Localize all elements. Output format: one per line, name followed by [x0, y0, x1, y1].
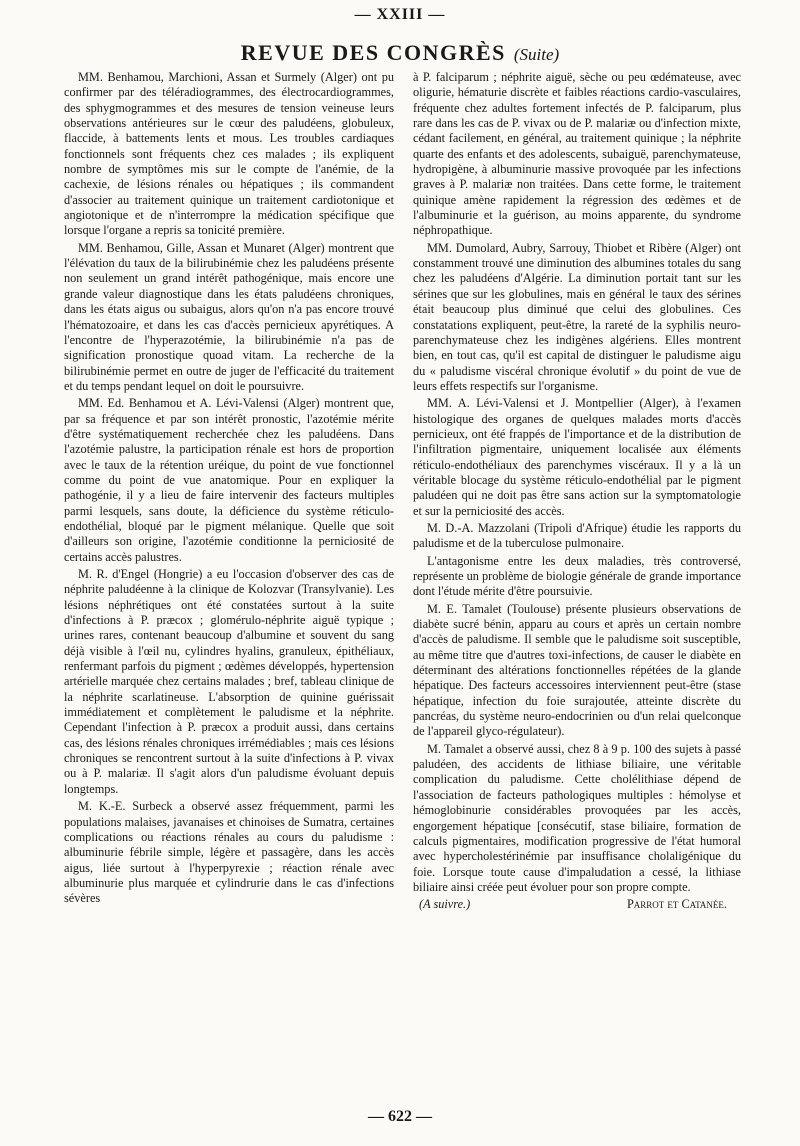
section-title: REVUE DES CONGRÈS — [240, 40, 506, 65]
to-be-continued-note: (A suivre.) — [419, 897, 471, 912]
left-text-column — [64, 70, 394, 1080]
paragraph-mazzolani: M. D.-A. Mazzolani (Tripoli d'Afrique) étudie les rapports du paludisme et de la tuberculose pulmonaire. — [413, 520, 741, 551]
paragraph-bilirubinemia: MM. Benhamou, Gille, Assan et Munaret (Alger) montrent que l'élévation du taux de la bilirubinémie chez les paludéens présente non seulement un grand intérêt pathogénique, mais encore une grande valeur diagnostique dans les états paludéens chroniques, dans les états aigus ou subaigus, alors qu'on n'a pas encore trouvé l'hématozoaire, et dans les cas d'accès pernicieux apyrétiques. A l'encontre de l'hyperazotémie, la bilirubinémie n'a pas de signification pronostique quoad vitam. La recherche de la bilirubinémie permet en outre de juger de l'efficacité du traitement et du temps pendant lequel on doit le poursuivre. — [64, 240, 394, 393]
right-text-column — [413, 70, 741, 1080]
paragraph-benhamou-heart: MM. Benhamou, Marchioni, Assan et Surmely (Alger) ont pu confirmer par des téléradiogrammes, des électrocardiogrammes, des sphygmogrammes et des mesures de tension veineuse leurs observations antérieures sur le cœur des paludéens, globuleux, flaccide, à battements lents et mous. Les troubles cardiaques fonctionnels sont fréquents chez ces malades ; ils expliquent nombre de symptômes mis sur le compte de l'anémie, de la cachexie, de lésions rénales ou hépatiques ; ils commandent d'associer au traitement quinique un traitement cardiotonique et angiotonique et de n'interrompre la médication spécifique que lorsque l'organe a repris sa tonicité première. — [64, 70, 394, 238]
section-heading — [0, 40, 800, 66]
paragraph-surbeck: M. K.-E. Surbeck a observé assez fréquemment, parmi les populations malaises, javanaises et chinoises de Sumatra, certaines complications ou réactions rénales au cours du paludisme : albuminurie fébrile simple, légère et passagère, dans les accès aigus, liée surtout à l'hyperpyrexie ; réaction rénale avec albuminurie plus marquée et cylindrurie dans le cas d'infections sévères — [64, 799, 394, 906]
paragraph-tamalet-lithiasis: M. Tamalet a observé aussi, chez 8 à 9 p. 100 des sujets à passé paludéen, des accidents de lithiase biliaire, une véritable complication du paludisme. Cette cholélithiase dépend de l'association de facteurs pathologiques multiples : hémolyse et hémoglobinurie considérables provoquées par les accès, engorgement hépatique [consécutif, stase biliaire, formation de calculs pigmentaires, modification progressive de l'état humoral avec hypercholestérinémie par insuffisance cholaligénique du foie. Lorsque toute cause d'impaludation a cessé, la lithiase biliaire ainsi créée peut évoluer pour son propre compte. — [413, 741, 741, 894]
paragraph-tamalet-diabetes: M. E. Tamalet (Toulouse) présente plusieurs observations de diabète sucré bénin, apparu au cours et après un certain nombre d'accès de paludisme. Il semble que le paludisme soit susceptible, au même titre que d'autres toxi-infections, de causer le diabète en déterminant des altérations fonctionnelles répétées de la glande hépatique. Des facteurs accessoires interviennent peut-être (stase hépatique, infection du foie surajoutée, atteinte discrète du pancréas, du système neuro-endocrinien ou d'un relai quelconque de l'appareil glyco-régulateur). — [413, 601, 741, 739]
paragraph-azotemia: MM. Ed. Benhamou et A. Lévi-Valensi (Alger) montrent que, par sa fréquence et par son intérêt pronostic, l'azotémie mérite d'être systématiquement recherchée chez les paludéens. Dans l'azotémie palustre, la participation rénale est hors de proportion avec le taux de la rétention uréique, du point de vue fonctionnel comme du point de vue anatomique. Pour en expliquer la pathogénie, il y a lieu de faire intervenir des facteurs multiples parmi lesquels, sans doute, la déficience du système réticulo-endothélial, bloqué par le pigment mélanique. Quelle que soit d'ailleurs son origine, l'azotémie conditionne la perniciosité de certains accès palustres. — [64, 396, 394, 564]
section-title-suffix: (Suite) — [513, 45, 560, 64]
paragraph-surbeck-continued: à P. falciparum ; néphrite aiguë, sèche ou peu œdémateuse, avec oligurie, hématurie discrète et faibles réactions cardio-vasculaires, fréquente chez adultes fortement infectés de P. falciparum, plus rare dans les cas de P. vivax ou de P. malariæ ou d'infection mixte, cédant facilement, en général, au traitement quinique ; la néphrite quarte des enfants et des adolescents, subaiguë, parenchymateuse, hydropigène, à albuminurie massive provoquée par les infections graves à P. malariæ non traitées. Dans cette forme, le traitement quinique amène rapidement la régression des œdèmes et de l'albuminurie et la guérison, au moins apparente, du syndrome néphropathique. — [413, 70, 741, 238]
paragraph-dumolard-albumins: MM. Dumolard, Aubry, Sarrouy, Thiobet et Ribère (Alger) ont constamment trouvé une diminution des albumines totales du sang chez les paludéens d'Algérie. La diminution portait tant sur les sérines que sur les globulines, mais en général le taux des sérines était beaucoup plus diminué que celui des globulines. Ces constatations expliquent, peut-être, la rareté de la syphilis neuro-parenchymateuse chez les indigènes algériens. Elles montrent bien, en tout cas, qu'il est capital de distinguer le paludisme aigu du « paludisme viscéral chronique évolutif » du point de vue de leurs effets respectifs sur l'organisme. — [413, 240, 741, 393]
article-authors: Parrot et Catanée. — [626, 897, 727, 912]
paragraph-levi-valensi-montpellier: MM. A. Lévi-Valensi et J. Montpellier (Alger), à l'examen histologique des organes de quelques malades morts d'accès pernicieux, ont été frappés de l'importance et de la distribution de l'infiltration pigmentaire, uniquement localisée aux éléments réticulo-endothéliaux des parenchymes viscéraux. Il y a là un véritable blocage du système réticulo-endothélial par le pigment paludéen qui ne doit pas être sans action sur la symptomatologie et sur la perniciosité des accès. — [413, 396, 741, 518]
page-number: — 622 — — [368, 1108, 432, 1125]
paragraph-antagonism: L'antagonisme entre les deux maladies, très controversé, représente un problème de biologie générale de grande importance dont l'étude mérite d'être poursuivie. — [413, 553, 741, 599]
roman-page-folio: — XXIII — — [354, 6, 446, 23]
paragraph-engel-nephritis: M. R. d'Engel (Hongrie) a eu l'occasion d'observer des cas de néphrite paludéenne à la clinique de Kolozvar (Transylvanie). Les lésions néphrétiques ont été constatées surtout à la suite d'infections à P. præcox ; glomérulo-néphrite aiguë typique ; urines rares, contenant beaucoup d'albumine et souvent du sang déjà visible à l'œil nu, cylindres hyalins, granuleux, épithéliaux, renfermant parfois du pigment ; œdèmes développés, hypertension artérielle marquée chez certains malades ; bref, tableau clinique de la néphrite scarlatineuse. L'absorption de quinine guérissait immédiatement et complètement le paludisme et la néphrite. Cependant l'infection à P. præcox a produit aussi, dans certains cas, des lésions rénales chroniques irrémédiables ; mais ces lésions chroniques se rencontrent surtout à la suite d'infections à P. vivax ou à P. malariæ. Il s'agit alors d'un paludisme évoluant depuis longtemps. — [64, 567, 394, 796]
article-end-line — [413, 897, 741, 912]
